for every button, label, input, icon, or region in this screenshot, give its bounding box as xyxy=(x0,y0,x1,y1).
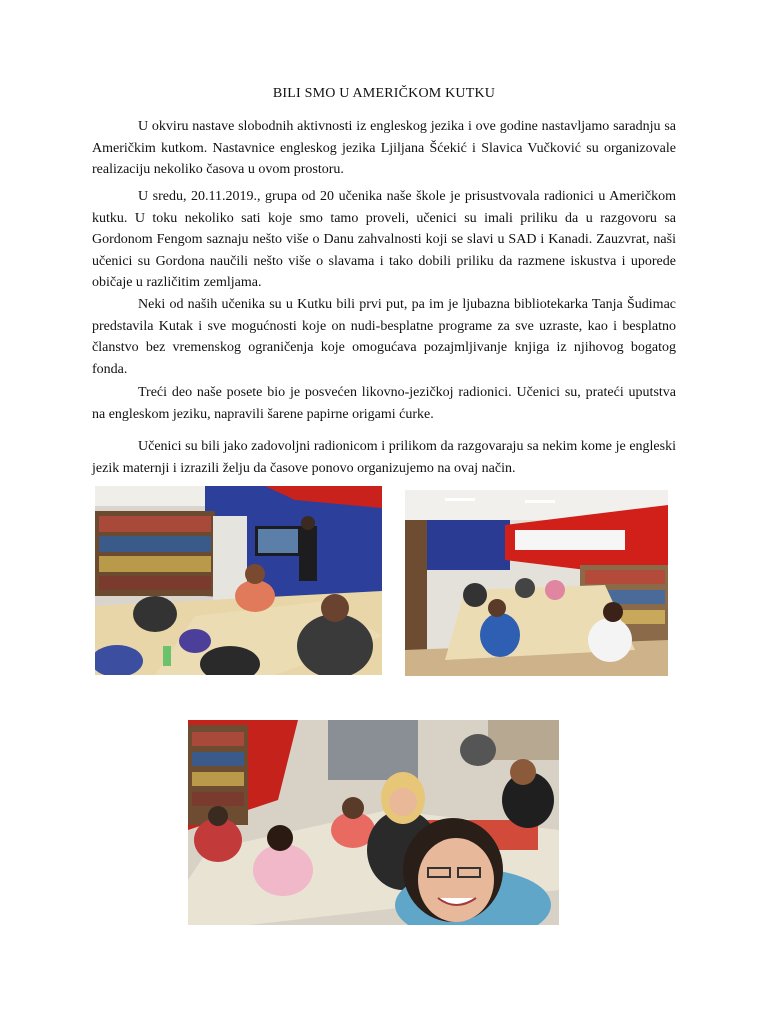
document-title: BILI SMO U AMERIČKOM KUTKU xyxy=(272,86,496,101)
workshop-photo-2 xyxy=(405,490,668,676)
workshop-photo-1 xyxy=(95,486,382,675)
paragraph-4: Treći deo naše posete bio je posvećen likovno-jezičkoj radionici. Učenici su, prateći uputstva na engleskom jeziku, napravili šarene papirne origami ćurke. xyxy=(92,385,676,422)
paragraph-2: U sredu, 20.11.2019., grupa od 20 učenika naše škole je prisustvovala radionici u Američkom kutku. U toku nekoliko sati koje smo tamo proveli, učenici su imali priliku da u razgovoru sa Gordonom Fengom saznaju nešto više o Danu zahvalnosti koji se slavi u SAD i Kanadi. Zauzvrat, naši učenici su Gordona naučili nešto više o slavama i tako dobili priliku da razmene iskustva i uporede običaje u različitim zemljama. xyxy=(92,189,676,290)
paragraph-1: U okviru nastave slobodnih aktivnosti iz engleskog jezika i ove godine nastavljamo saradnju sa Američkim kutkom. Nastavnice engleskog jezika Ljiljana Šćekić i Slavica Vučković su organizovale realizaciju nekoliko časova u ovom prostoru. xyxy=(92,119,676,177)
workshop-photo-3 xyxy=(188,720,559,925)
paragraph-3: Neki od naših učenika su u Kutku bili prvi put, pa im je ljubazna bibliotekarka Tanja Šudimac predstavila Kutak i sve mogućnosti koje on nudi-besplatne programe za sve uzraste, kao i besplatno članstvo bez vremenskog ograničenja koje omogućava pozajmljivanje knjiga iz njihovog bogatog fonda. xyxy=(92,297,676,377)
paragraph-5: Učenici su bili jako zadovoljni radionicom i prilikom da razgovaraju sa nekim kome je engleski jezik maternji i izrazili želju da časove ponovo organizujemo na ovaj način. xyxy=(92,439,676,476)
